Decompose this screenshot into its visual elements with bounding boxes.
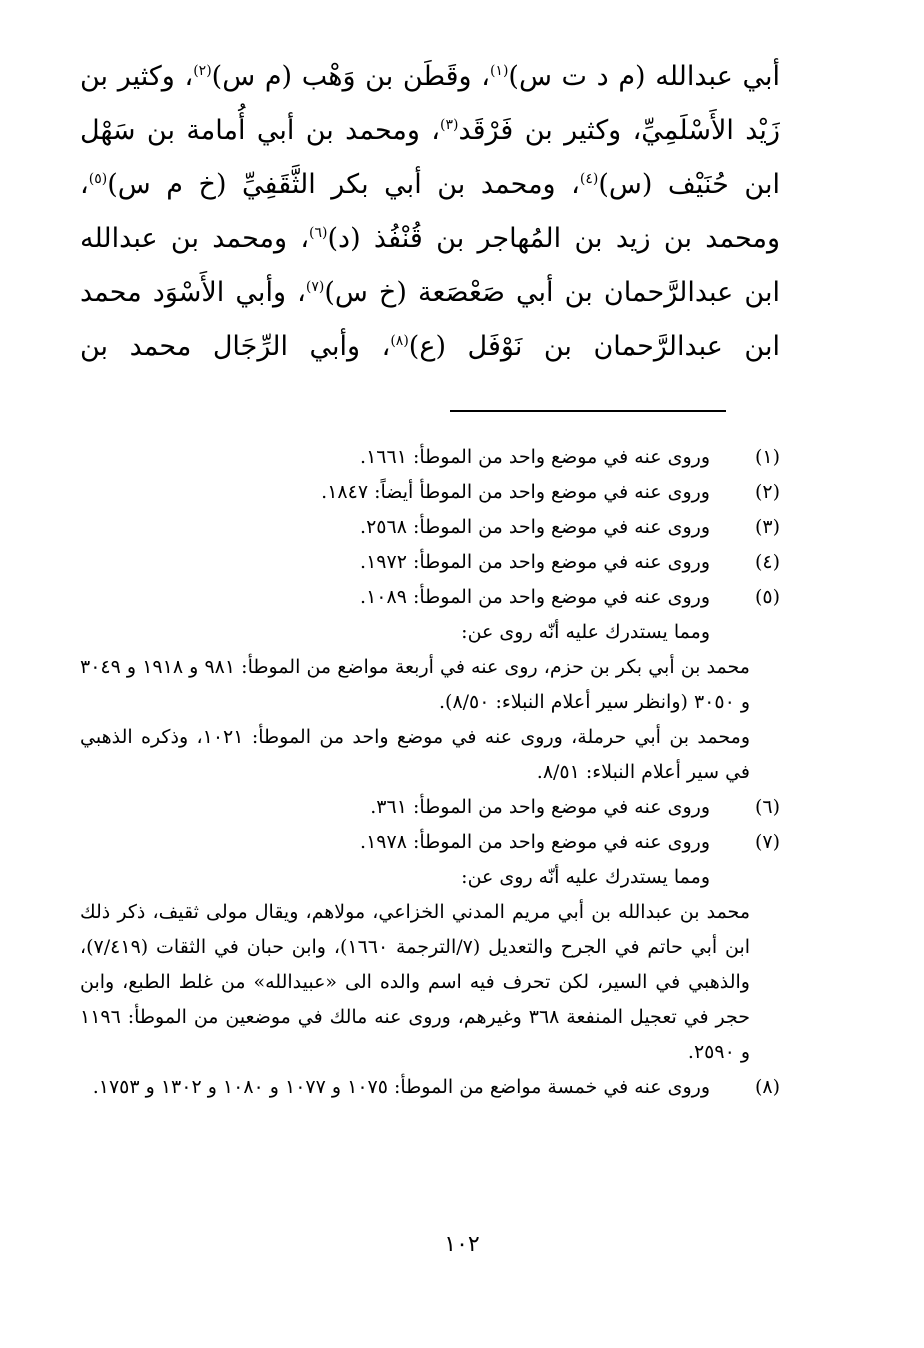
text-run: ،	[80, 169, 89, 200]
main-text-body	[80, 50, 780, 374]
footnote-text: وروى عنه في خمسة مواضع من الموطأ: ١٠٧٥ و ١٠٧٧ و ١٠٨٠ و ١٣٠٢ و ١٧٥٣.	[92, 1076, 710, 1098]
text-run: ، ومحمد بن عبدالله	[80, 223, 310, 254]
footnotes-section	[80, 440, 780, 1105]
text-run: أبي عبدالله (م د ت س)	[508, 61, 780, 92]
footnote-7	[80, 825, 780, 860]
footnote-text: وروى عنه في موضع واحد من الموطأ: ١٩٧٢.	[360, 551, 710, 573]
footnote-5	[80, 580, 780, 615]
footnote-text: وروى عنه في موضع واحد من الموطأ: ٣٦١.	[370, 796, 710, 818]
text-run: ، وأبي الرِّجَال محمد بن	[80, 331, 391, 362]
page-number: ١٠٢	[444, 1232, 480, 1257]
footnote-ref-1[interactable]: (١)	[489, 63, 509, 79]
text-run: ، وكثير بن	[80, 61, 194, 92]
footnote-4	[80, 545, 780, 580]
footnote-ref-4[interactable]: (٤)	[579, 171, 599, 187]
main-line-5	[80, 266, 780, 320]
footnote-7-addendum-intro: ومما يستدرك عليه أنّه روى عن:	[461, 866, 710, 888]
footnote-number: (٦)	[754, 796, 780, 818]
footnote-number: (٣)	[754, 516, 780, 538]
footnote-8	[80, 1070, 780, 1105]
footnote-number: (٢)	[754, 481, 780, 503]
footnote-2	[80, 475, 780, 510]
text-run: ومحمد بن زيد بن المُهاجر بن قُنْفُذ (د)	[327, 223, 780, 254]
footnote-1	[80, 440, 780, 475]
footnote-ref-6[interactable]: (٦)	[309, 225, 328, 241]
footnote-5-addendum-para-1: محمد بن أبي بكر بن حزم، روى عنه في أربعة مواضع من الموطأ: ٩٨١ و ١٩١٨ و ٣٠٤٩ و ٣٠٥٠ (وانظر سير أعلام النبلاء: ٨/٥٠).	[80, 656, 750, 713]
footnote-3	[80, 510, 780, 545]
main-line-4	[80, 212, 780, 266]
main-line-3	[80, 158, 780, 212]
footnote-text: وروى عنه في موضع واحد من الموطأ أيضاً: ١٨٤٧.	[321, 481, 710, 503]
footnote-ref-5[interactable]: (٥)	[88, 171, 108, 187]
text-run: ، ومحمد بن أبي أُمامة بن سَهْل	[80, 115, 440, 146]
footnote-number: (٨)	[754, 1076, 780, 1098]
footnote-number: (١)	[754, 446, 780, 468]
text-run: ، وقَطَن بن وَهْب (م س)	[211, 61, 490, 92]
text-run: زَيْد الأَسْلَمِيِّ، وكثير بن فَرْقَد	[458, 115, 780, 146]
footnote-6	[80, 790, 780, 825]
footnote-5-addendum-intro: ومما يستدرك عليه أنّه روى عن:	[461, 621, 710, 643]
footnote-ref-7[interactable]: (٧)	[305, 279, 325, 295]
footnote-ref-3[interactable]: (٣)	[439, 117, 459, 133]
main-line-1	[80, 50, 780, 104]
text-run: ، وأبي الأَسْوَد محمد	[80, 277, 306, 308]
text-run: ابن عبدالرَّحمان بن أبي صَعْصَعة (خ س)	[324, 277, 780, 308]
text-run: ابن حُنَيْف (س)	[598, 169, 780, 200]
footnote-ref-2[interactable]: (٢)	[193, 63, 212, 79]
footnote-separator	[450, 410, 726, 412]
footnote-text: وروى عنه في موضع واحد من الموطأ: ١٩٧٨.	[360, 831, 710, 853]
text-run: ، ومحمد بن أبي بكر الثَّقَفِيِّ (خ م س)	[107, 169, 580, 200]
footnote-text: وروى عنه في موضع واحد من الموطأ: ١٦٦١.	[360, 446, 710, 468]
footnote-text: وروى عنه في موضع واحد من الموطأ: ٢٥٦٨.	[360, 516, 710, 538]
main-line-2	[80, 104, 780, 158]
main-line-6	[80, 320, 780, 374]
footnote-number: (٥)	[754, 586, 780, 608]
footnote-number: (٤)	[754, 551, 780, 573]
footnote-7-addendum-para-1: محمد بن عبدالله بن أبي مريم المدني الخزاعي، مولاهم، ويقال مولى ثقيف، ذكر ذلك ابن أبي حاتم في الجرح والتعديل (٧/الترجمة ١٦٦٠)، وابن حبان في الثقات (٧/٤١٩)، والذهبي في السير، لكن تحرف فيه اسم والده الى «عبيدالله» من غلط الطبع، وابن حجر في تعجيل المنفعة ٣٦٨ وغيرهم، وروى عنه مالك في موضعين من الموطأ: ١١٩٦ و ٢٥٩٠.	[80, 901, 751, 1063]
footnote-ref-8[interactable]: (٨)	[390, 333, 409, 349]
footnote-number: (٧)	[754, 831, 780, 853]
text-run: ابن عبدالرَّحمان بن نَوْفَل (ع)	[408, 331, 780, 362]
footnote-text: وروى عنه في موضع واحد من الموطأ: ١٠٨٩.	[360, 586, 710, 608]
footnote-5-addendum-para-2: ومحمد بن أبي حرملة، وروى عنه في موضع واحد من الموطأ: ١٠٢١، وذكره الذهبي في سير أعلام النبلاء: ٨/٥١.	[80, 726, 751, 783]
